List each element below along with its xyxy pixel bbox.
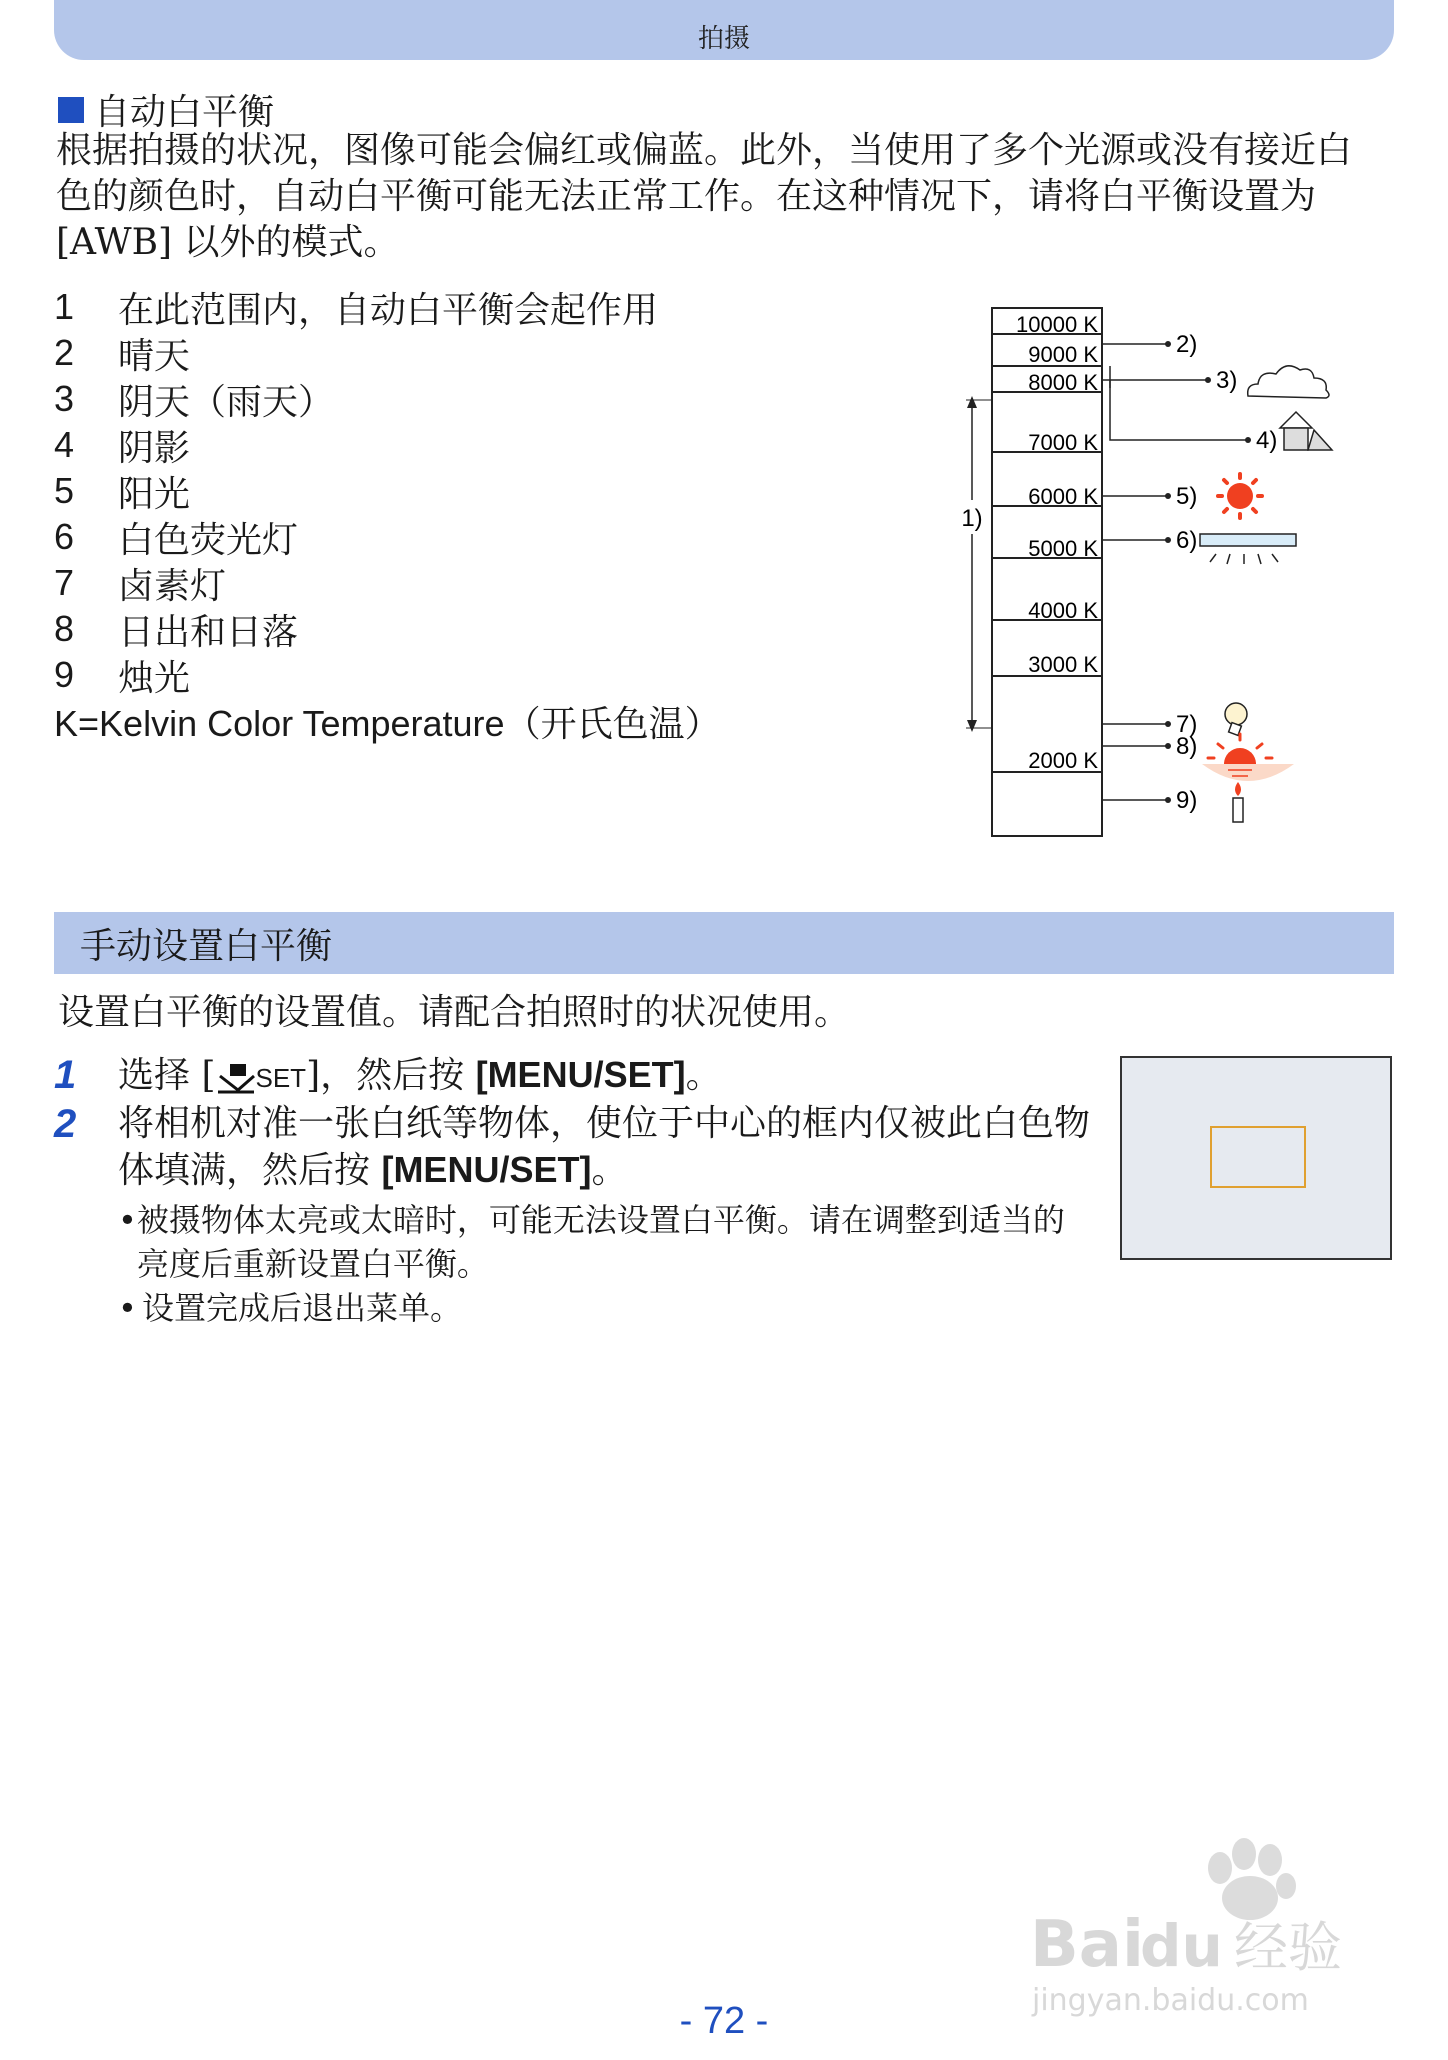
legend-text: 卤素灯 [118,565,227,607]
legend-num: 3 [54,378,75,419]
color-temperature-diagram [940,300,1360,850]
legend-item [54,468,954,514]
step-text-part: 将相机对准一张白纸等物体，使位于中心的框内仅被此白色物体填满，然后按 [118,1103,1091,1191]
step-text-part: 。 [685,1055,722,1096]
marker-label: 8) [1176,733,1198,760]
step-text-part: 。 [591,1150,628,1191]
marker-label: 9) [1176,787,1198,814]
manual-wb-section-bar [54,912,1394,974]
section-title-text: 自动白平衡 [94,92,275,133]
range-label: 1) [961,505,983,532]
marker-dot [1165,721,1171,727]
legend-text: 阴影 [118,427,191,469]
scale-label: 4000 K [1028,598,1098,623]
legend-num: 5 [54,470,75,511]
baidu-watermark [1030,1820,1370,2020]
candle-icon [1233,782,1243,822]
center-frame [1210,1126,1306,1188]
step-text-part: ]，然后按 [306,1055,476,1096]
marker-label: 2) [1176,331,1198,358]
legend-item [54,560,954,606]
house-shade-icon [1280,412,1332,450]
scale-label: 7000 K [1028,430,1098,455]
marker-label: 7) [1176,711,1198,738]
legend-num: 1 [54,286,75,327]
legend-num: 4 [54,424,75,465]
camera-screen-preview [1120,1056,1392,1260]
step-2 [54,1101,1094,1194]
scale-label: 8000 K [1028,370,1098,395]
legend-item [54,652,954,698]
legend-list [54,284,954,744]
sun-icon [1218,474,1262,518]
marker-dot [1205,377,1211,383]
legend-item [54,514,954,560]
legend-num: 8 [54,608,75,649]
marker-dot [1245,437,1251,443]
legend-item [54,376,954,422]
bullet-notes [118,1198,1094,1330]
menu-set-key: [MENU/SET] [381,1149,592,1190]
page-number: - 72 - [679,2000,769,2042]
fluorescent-lamp-icon [1200,534,1296,564]
intro-paragraph: 根据拍摄的状况，图像可能会偏红或偏蓝。此外，当使用了多个光源或没有接近白色的颜色时，自动白平衡可能无法正常工作。在这种情况下，请将白平衡设置为 [AWB] 以外的模式。 [56,130,1353,263]
legend-num: 7 [54,562,75,603]
bullet-text: 设置完成后退出菜单。 [142,1289,463,1327]
legend-num: 6 [54,516,75,557]
scale-label: 5000 K [1028,536,1098,561]
legend-text: 阴天（雨天） [118,381,335,423]
cloud-icon [1248,366,1329,398]
scale-label: 3000 K [1028,652,1098,677]
watermark-url: jingyan.baidu.com [1032,1983,1309,2018]
white-balance-set-icon [216,1062,256,1094]
set-glyph-text: SET [255,1063,307,1093]
legend-text: 白色荧光灯 [118,519,299,561]
step-1 [54,1052,1094,1101]
legend-item [54,606,954,652]
legend-text: 晴天 [118,335,191,377]
step-text [118,1052,1094,1101]
legend-item [54,330,954,376]
bullet-note: • 被摄物体太亮或太暗时，可能无法设置白平衡。请在调整到适当的亮度后重新设置白平衡。 [118,1198,1094,1286]
legend-text: 在此范围内，自动白平衡会起作用 [118,289,659,331]
menu-set-key: [MENU/SET] [475,1054,686,1095]
header-title: 拍摄 [697,23,750,54]
square-bullet-icon [58,97,84,123]
marker-label: 5) [1176,483,1198,510]
step-number: 2 [54,1102,77,1146]
sunrise-sunset-icon [1202,734,1294,781]
step-text [118,1101,1094,1194]
legend-num: 2 [54,332,75,373]
legend-item [54,422,954,468]
step-number: 1 [54,1053,77,1097]
legend-text: 阳光 [118,473,191,515]
marker-label: 4) [1256,427,1278,454]
bullet-text: 被摄物体太亮或太暗时，可能无法设置白平衡。请在调整到适当的亮度后重新设置白平衡。 [136,1201,1065,1283]
marker-dot [1165,537,1171,543]
range-arrow-bottom [967,720,977,732]
halogen-bulb-icon [1225,703,1247,735]
header-bar [54,0,1394,60]
watermark-brand2: du [1140,1912,1223,1980]
scale-label: 9000 K [1028,342,1098,367]
legend-text: 烛光 [118,657,191,699]
marker-dot [1165,797,1171,803]
kelvin-note [54,698,954,744]
bullet-note: • 设置完成后退出菜单。 [118,1286,1094,1330]
scale-label: 6000 K [1028,484,1098,509]
legend-text: 日出和日落 [118,611,299,653]
kelvin-note-text: K=Kelvin Color Temperature（开氏色温） [54,702,721,744]
manual-wb-title: 手动设置白平衡 [80,925,333,967]
marker-dot [1165,743,1171,749]
paw-icon [1208,1838,1296,1920]
marker-dot [1165,493,1171,499]
legend-num: 9 [54,654,75,695]
range-arrow-top [967,396,977,408]
marker-line [1102,380,1206,388]
marker-label: 3) [1216,367,1238,394]
scale-label: 10000 K [1016,312,1098,337]
legend-item [54,284,954,330]
marker-dot [1165,341,1171,347]
step-text-part: 选择 [ [118,1055,216,1096]
marker-label: 6) [1176,527,1198,554]
watermark-cn: 经验 [1234,1916,1342,1979]
scale-label: 2000 K [1028,748,1098,773]
steps-list [54,1052,1094,1330]
watermark-brand: Bai [1030,1908,1144,1982]
manual-wb-description: 设置白平衡的设置值。请配合拍照时的状况使用。 [58,992,851,1033]
